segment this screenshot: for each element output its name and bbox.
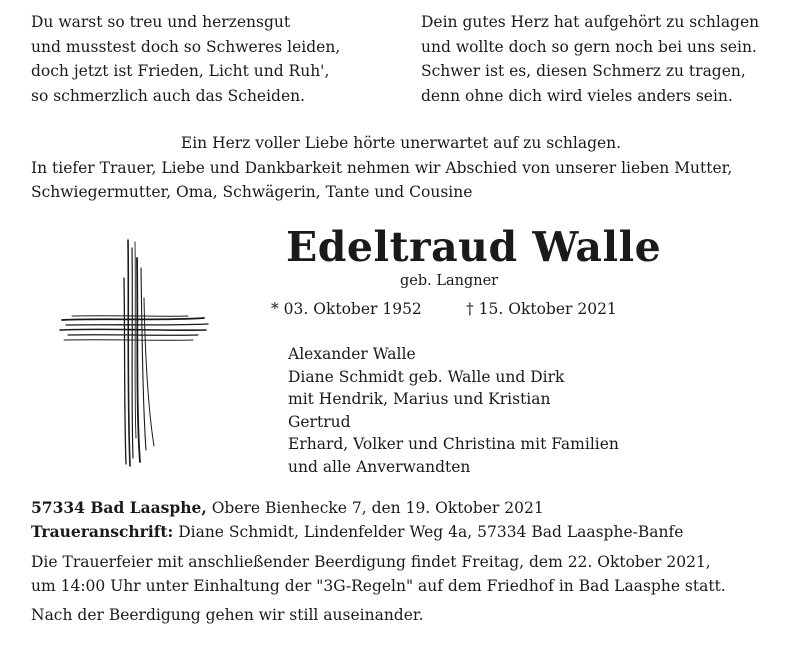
list-item: Diane Schmidt geb. Walle und Dirk [288, 367, 565, 386]
birth-date: * 03. Oktober 1952 [271, 300, 422, 318]
poem-line: denn ohne dich wird vieles anders sein. [421, 86, 733, 105]
poem-line: und wollte doch so gern noch bei uns sein. [421, 37, 757, 56]
deceased-name: Edeltraud Walle [286, 223, 662, 271]
poem-line: Schwer ist es, diesen Schmerz zu tragen, [421, 62, 746, 80]
intro-line: Ein Herz voller Liebe hörte unerwartet auf zu schlagen. [180, 134, 622, 152]
list-item: Gertrud [288, 412, 351, 431]
list-item: und alle Anverwandten [288, 457, 471, 476]
intro-line: Schwiegermutter, Oma, Schwägerin, Tante und Cousine [31, 183, 473, 201]
ceremony-line: um 14:00 Uhr unter Einhaltung der "3G-Regeln" auf dem Friedhof in Bad Laasphe statt. [31, 577, 726, 595]
maiden-name: geb. Langner [400, 273, 499, 289]
intro-text [31, 131, 771, 205]
ceremony-line: Die Trauerfeier mit anschließender Beerdigung findet Freitag, dem 22. Oktober 2021, [31, 553, 711, 571]
death-date: † 15. Oktober 2021 [466, 300, 617, 318]
city-address: Obere Bienhecke 7, den 19. Oktober 2021 [211, 499, 544, 517]
poem-line: und musstest doch so Schweres leiden, [31, 37, 341, 56]
list-item: mit Hendrik, Marius und Kristian [288, 390, 551, 409]
poem-right [421, 10, 759, 108]
address-value: Diane Schmidt, Lindenfelder Weg 4a, 57334 Bad Laasphe-Banfe [178, 523, 684, 541]
list-item: Alexander Walle [288, 345, 416, 363]
list-item: Erhard, Volker und Christina mit Familien [288, 435, 619, 454]
cross-icon [58, 238, 210, 470]
mourners-list [288, 343, 619, 479]
poem-line: doch jetzt ist Frieden, Licht und Ruh', [31, 62, 330, 80]
poem-line: Dein gutes Herz hat aufgehört zu schlagen [421, 13, 760, 31]
poem-line: so schmerzlich auch das Scheiden. [31, 86, 306, 105]
mourning-address-line [31, 522, 683, 541]
address-label: Traueranschrift: [31, 522, 174, 541]
poem-line: Du warst so treu und herzensgut [31, 13, 291, 31]
poem-left [31, 10, 340, 108]
closing-line: Nach der Beerdigung gehen wir still auseinander. [31, 606, 424, 624]
city-label: 57334 Bad Laasphe, [31, 498, 207, 517]
intro-line: In tiefer Trauer, Liebe und Dankbarkeit nehmen wir Abschied von unserer lieben Mutter, [31, 158, 733, 177]
city-date-line [31, 498, 544, 517]
